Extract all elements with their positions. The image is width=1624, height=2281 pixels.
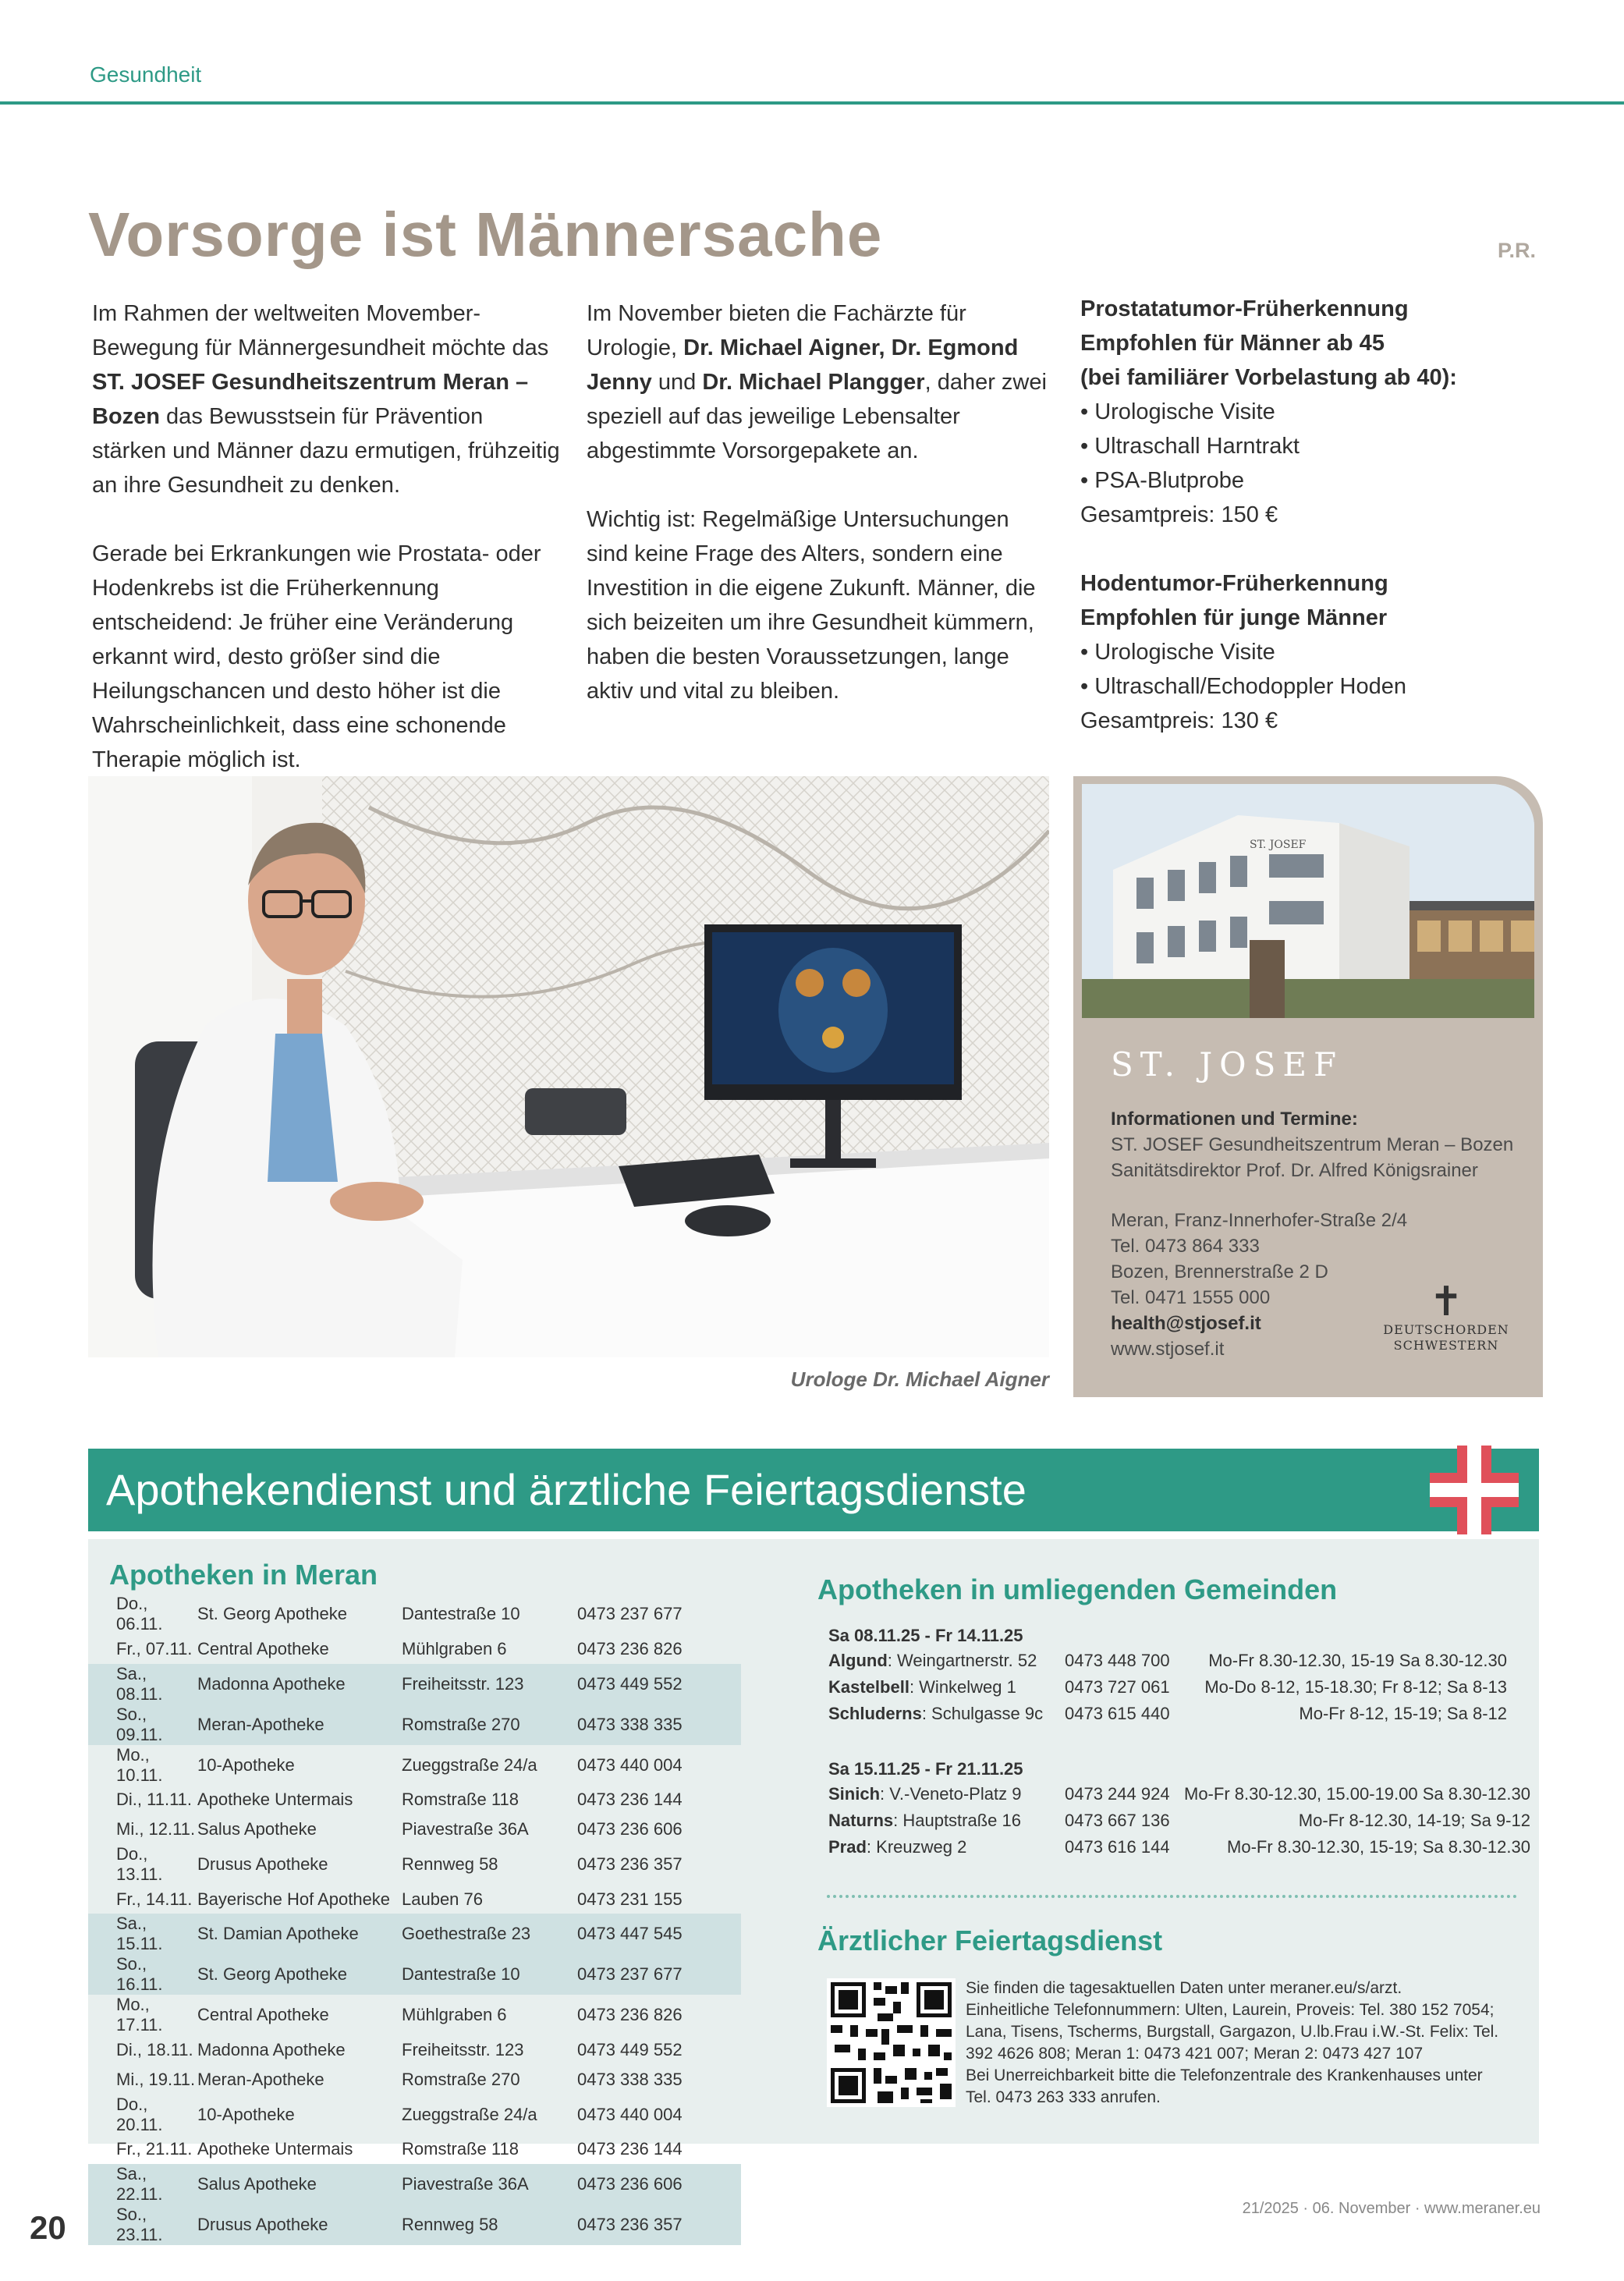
pharmacy-row bbox=[88, 1705, 741, 1745]
pharmacy-date: Mi., 19.11. bbox=[116, 2069, 196, 2089]
nearby-pharmacy-table bbox=[828, 1648, 1507, 1727]
pharmacy-name: St. Georg Apotheke bbox=[197, 1604, 348, 1623]
pharmacy-date: Mo., 17.11. bbox=[116, 1995, 163, 2035]
pharmacy-street: Romstraße 270 bbox=[402, 1705, 577, 1745]
pharmacy-row bbox=[88, 1594, 741, 1634]
email-link[interactable]: health@stjosef.it bbox=[1111, 1313, 1261, 1334]
pharmacy-phone: 0473 338 335 bbox=[577, 2069, 683, 2089]
pharmacy-phone: 0473 244 924 bbox=[1065, 1784, 1170, 1804]
info-contact-block bbox=[1111, 1106, 1513, 1183]
pharmacy-phone: 0473 440 004 bbox=[577, 1754, 683, 1775]
pharmacy-phone: 0473 447 545 bbox=[577, 1914, 741, 1954]
nearby-pharmacies-heading: Apotheken in umliegenden Gemeinden bbox=[817, 1573, 1338, 1605]
address-bozen: Bozen, Brennerstraße 2 D bbox=[1111, 1261, 1328, 1282]
doctor-service-info bbox=[966, 1978, 1512, 2109]
article-column-2 bbox=[587, 296, 1055, 743]
pharmacy-name: Drusus Apotheke bbox=[197, 1854, 328, 1874]
pharmacy-street: Dantestraße 10 bbox=[402, 1954, 577, 1995]
pharmacy-name: Apotheke Untermais bbox=[197, 2139, 353, 2159]
pharmacy-hours: Mo-Fr 8.30-12.30, 15-19; Sa 8.30-12.30 bbox=[1227, 1837, 1530, 1857]
pharmacy-street: Mühlgraben 6 bbox=[402, 2005, 507, 2025]
package-prostate bbox=[1080, 292, 1548, 532]
info-line: ST. JOSEF Gesundheitszentrum Meran – Bozen bbox=[1111, 1134, 1514, 1155]
pharmacy-phone: 0473 727 061 bbox=[1065, 1677, 1170, 1697]
pharmacy-date: Fr., 14.11. bbox=[116, 1889, 193, 1909]
pharmacy-row bbox=[88, 1786, 741, 1815]
pharmacy-town: Algund bbox=[828, 1651, 888, 1670]
pharmacy-location bbox=[828, 1701, 1065, 1727]
pharmacy-row bbox=[88, 1815, 741, 1844]
pharmacy-street: Rennweg 58 bbox=[402, 1854, 498, 1874]
pharmacy-date: Sa., 22.11. bbox=[88, 2164, 197, 2205]
info-box bbox=[1073, 776, 1543, 1397]
doctor-photo bbox=[88, 776, 1049, 1357]
pharmacy-town: Sinich bbox=[828, 1784, 881, 1804]
st-josef-logo: ST. JOSEF bbox=[1111, 1045, 1344, 1084]
nearby-pharmacy-row bbox=[828, 1834, 1530, 1861]
pharmacy-phone: 0473 236 357 bbox=[577, 1854, 683, 1874]
pharmacy-address: : Weingartnerstr. 52 bbox=[887, 1651, 1037, 1670]
package-price: Gesamtpreis: 150 € bbox=[1080, 502, 1278, 527]
nearby-pharmacy-table bbox=[828, 1781, 1530, 1861]
pharmacy-date: Sa., 15.11. bbox=[88, 1914, 197, 1954]
pharmacy-phone: 0473 237 677 bbox=[577, 1954, 741, 1995]
pharmacy-name: Apotheke Untermais bbox=[197, 1790, 353, 1810]
pharmacy-phone: 0473 236 826 bbox=[577, 1638, 683, 1658]
week-label: Sa 15.11.25 - Fr 21.11.25 bbox=[828, 1759, 1023, 1779]
nearby-pharmacy-row bbox=[828, 1781, 1530, 1807]
pharmacy-date: So., 16.11. bbox=[88, 1954, 197, 1995]
pharmacy-date: Do., 06.11. bbox=[116, 1594, 163, 1634]
pharmacy-phone: 0473 440 004 bbox=[577, 2104, 683, 2124]
article-credit: P.R. bbox=[1498, 239, 1537, 262]
pharmacy-phone: 0473 615 440 bbox=[1065, 1704, 1170, 1723]
pharmacy-phone: 0473 616 144 bbox=[1065, 1837, 1170, 1857]
package-subtitle: Empfohlen für Männer ab 45 bbox=[1080, 331, 1385, 356]
pharmacy-date: Mo., 10.11. bbox=[116, 1744, 163, 1785]
pharmacy-phone: 0473 231 155 bbox=[577, 1889, 683, 1909]
pharmacy-row bbox=[88, 2135, 741, 2165]
pharmacy-date: Sa., 08.11. bbox=[88, 1664, 197, 1705]
medical-cross-icon bbox=[1430, 1446, 1519, 1534]
pharmacy-address: : Winkelweg 1 bbox=[909, 1677, 1016, 1697]
pharmacy-date: So., 23.11. bbox=[88, 2205, 197, 2245]
pharmacy-location bbox=[828, 1834, 1065, 1861]
pharmacy-row bbox=[88, 2035, 741, 2065]
pharmacy-street: Piavestraße 36A bbox=[402, 1818, 529, 1839]
pharmacy-date: Do., 13.11. bbox=[116, 1843, 163, 1884]
pharmacy-street: Piavestraße 36A bbox=[402, 2164, 577, 2205]
building-photo bbox=[1082, 784, 1534, 1018]
phone-meran: Tel. 0473 864 333 bbox=[1111, 1236, 1260, 1257]
pharmacy-phone: 0473 667 136 bbox=[1065, 1811, 1170, 1830]
pharmacy-date: Di., 18.11. bbox=[116, 2040, 193, 2060]
cross-icon: ✝ bbox=[1429, 1279, 1463, 1325]
pharmacy-row bbox=[88, 2205, 741, 2245]
pharmacy-location bbox=[828, 1807, 1065, 1834]
nearby-pharmacy-row bbox=[828, 1807, 1530, 1834]
section-label: Gesundheit bbox=[90, 62, 202, 87]
footer-issue: 21/2025 · 06. November · www.meraner.eu bbox=[1242, 2200, 1541, 2217]
package-item: • Ultraschall Harntrakt bbox=[1080, 434, 1300, 459]
package-item: • Urologische Visite bbox=[1080, 640, 1275, 665]
pharmacy-name: 10-Apotheke bbox=[197, 2104, 295, 2124]
week-label: Sa 08.11.25 - Fr 14.11.25 bbox=[828, 1626, 1023, 1645]
article-paragraph: Wichtig ist: Regelmäßige Untersuchungen sind keine Frage des Alters, sondern eine Investition in die eigene Zukunft. Männer, die sich beizeiten um ihre Gesundheit kümmern, haben die besten Voraussetzungen, lange aktiv und vital zu bleiben. bbox=[587, 507, 1036, 704]
package-title: Prostatatumor-Früherkennung bbox=[1080, 296, 1409, 321]
pharmacy-name: Drusus Apotheke bbox=[197, 2205, 402, 2245]
pharmacy-address: : V.-Veneto-Platz 9 bbox=[880, 1784, 1022, 1804]
pharmacy-date: Mi., 12.11. bbox=[116, 1818, 196, 1839]
pharmacy-street: Freiheitsstr. 123 bbox=[402, 2040, 524, 2060]
pharmacy-date: Di., 11.11. bbox=[116, 1790, 193, 1810]
pharmacy-name: St. Georg Apotheke bbox=[197, 1954, 402, 1995]
article-paragraph: Im November bieten die Fachärzte für Urologie, Dr. Michael Aigner, Dr. Egmond Jenny und Dr. Michael Plangger, daher zwei speziell auf das jeweilige Lebensalter abgestimmte Vorsorgepakete an. bbox=[587, 301, 1047, 463]
nearby-pharmacy-row bbox=[828, 1701, 1507, 1727]
pharmacy-street: Romstraße 118 bbox=[402, 2139, 519, 2159]
pharmacy-phone: 0473 236 826 bbox=[577, 2005, 683, 2025]
pharmacy-date: Fr., 21.11. bbox=[116, 2139, 193, 2159]
doctor-service-heading: Ärztlicher Feiertagsdienst bbox=[817, 1924, 1163, 1956]
pharmacy-name: Madonna Apotheke bbox=[197, 2040, 346, 2060]
pharmacy-row bbox=[88, 1844, 741, 1885]
pharmacy-phone: 0473 236 144 bbox=[577, 1790, 683, 1810]
pharmacy-name: Central Apotheke bbox=[197, 1638, 329, 1658]
pharmacy-phone: 0473 236 606 bbox=[577, 2164, 741, 2205]
pharmacy-name: Central Apotheke bbox=[197, 2005, 329, 2025]
pharmacy-location bbox=[828, 1674, 1065, 1701]
pharmacy-row bbox=[88, 1745, 741, 1786]
banner-title: Apothekendienst und ärztliche Feiertagsdienste bbox=[106, 1465, 1027, 1514]
address-meran: Meran, Franz-Innerhofer-Straße 2/4 bbox=[1111, 1210, 1408, 1231]
page-number: 20 bbox=[30, 2209, 66, 2246]
pharmacy-address: : Hauptstraße 16 bbox=[893, 1811, 1021, 1830]
pharmacy-phone: 0473 236 144 bbox=[577, 2139, 683, 2159]
package-testicular bbox=[1080, 566, 1548, 738]
website-link[interactable]: www.stjosef.it bbox=[1111, 1339, 1225, 1360]
article-title: Vorsorge ist Männersache bbox=[88, 200, 883, 269]
qr-code-icon[interactable] bbox=[827, 1978, 956, 2107]
nearby-pharmacy-row bbox=[828, 1648, 1507, 1674]
pharmacy-row bbox=[88, 2164, 741, 2205]
pharmacy-address: : Schulgasse 9c bbox=[921, 1704, 1044, 1723]
package-price: Gesamtpreis: 130 € bbox=[1080, 708, 1278, 733]
pharmacy-street: Rennweg 58 bbox=[402, 2205, 577, 2245]
article-paragraph: Im Rahmen der weltweiten Movember-Bewegung für Männergesundheit möchte das ST. JOSEF Gesundheitszentrum Meran – Bozen das Bewusstsein für Prävention stärken und Männer dazu ermutigen, frühzeitig an ihre Gesundheit zu denken. bbox=[92, 301, 560, 498]
package-item: • Urologische Visite bbox=[1080, 399, 1275, 424]
pharmacy-row bbox=[88, 1664, 741, 1705]
pharmacy-hours: Mo-Fr 8.30-12.30, 15-19 Sa 8.30-12.30 bbox=[1208, 1651, 1507, 1670]
doctor-info-paragraph: Sie finden die tagesaktuellen Daten unter meraner.eu/s/arzt. bbox=[966, 1979, 1402, 1997]
header-rule bbox=[0, 101, 1624, 105]
pharmacy-row bbox=[88, 2095, 741, 2135]
pharmacy-street: Dantestraße 10 bbox=[402, 1604, 520, 1623]
pharmacy-phone: 0473 449 552 bbox=[577, 2040, 683, 2060]
meran-pharmacies-heading: Apotheken in Meran bbox=[109, 1559, 378, 1591]
pharmacy-name: Meran-Apotheke bbox=[197, 1705, 402, 1745]
building-sign: ST. JOSEF bbox=[1250, 839, 1307, 851]
pharmacy-street: Zueggstraße 24/a bbox=[402, 1754, 537, 1775]
deutschorden-logo: ✝ DEUTSCHORDEN SCHWESTERN bbox=[1376, 1282, 1516, 1353]
pharmacy-hours: Mo-Fr 8.30-12.30, 15.00-19.00 Sa 8.30-12.30 bbox=[1184, 1784, 1530, 1804]
pharmacy-row bbox=[88, 1954, 741, 1995]
pharmacy-date: Fr., 07.11. bbox=[116, 1638, 193, 1658]
pharmacy-row bbox=[88, 1995, 741, 2035]
pharmacy-street: Zueggstraße 24/a bbox=[402, 2104, 537, 2124]
pharmacy-phone: 0473 237 677 bbox=[577, 1604, 683, 1623]
pharmacy-phone: 0473 448 700 bbox=[1065, 1651, 1170, 1670]
pharmacy-date: So., 09.11. bbox=[88, 1705, 197, 1745]
photo-caption: Urologe Dr. Michael Aigner bbox=[790, 1368, 1049, 1391]
doctor-info-paragraph: Bei Unerreichbarkeit bitte die Telefonzentrale des Krankenhauses unter Tel. 0473 263 333 anrufen. bbox=[966, 2066, 1483, 2106]
package-title: Hodentumor-Früherkennung bbox=[1080, 571, 1388, 596]
info-address-block bbox=[1111, 1208, 1407, 1362]
pharmacy-town: Prad bbox=[828, 1837, 867, 1857]
pharmacy-hours: Mo-Fr 8-12.30, 14-19; Sa 9-12 bbox=[1298, 1811, 1530, 1830]
article-paragraph: Gerade bei Erkrankungen wie Prostata- oder Hodenkrebs ist die Früherkennung entscheidend: Je früher eine Veränderung erkannt wird, desto größer sind die Heilungschancen und desto höher ist die Wahrscheinlichkeit, dass eine schonende Therapie möglich ist. bbox=[92, 541, 541, 772]
pharmacy-town: Naturns bbox=[828, 1811, 894, 1830]
package-items bbox=[1080, 395, 1548, 498]
nearby-pharmacy-row bbox=[828, 1674, 1507, 1701]
package-item: • Ultraschall/Echodoppler Hoden bbox=[1080, 674, 1406, 699]
pharmacy-name: Bayerische Hof Apotheke bbox=[197, 1889, 391, 1909]
pharmacy-street: Freiheitsstr. 123 bbox=[402, 1664, 577, 1705]
pharmacy-row bbox=[88, 1634, 741, 1664]
pharmacy-location bbox=[828, 1648, 1065, 1674]
pharmacy-name: Madonna Apotheke bbox=[197, 1664, 402, 1705]
pharmacy-row bbox=[88, 1914, 741, 1954]
article-column-1 bbox=[92, 296, 560, 811]
pharmacy-town: Schluderns bbox=[828, 1704, 922, 1723]
pharmacy-town: Kastelbell bbox=[828, 1677, 910, 1697]
package-subtitle: Empfohlen für junge Männer bbox=[1080, 605, 1388, 630]
package-column bbox=[1080, 292, 1548, 738]
services-banner bbox=[88, 1449, 1539, 1531]
pharmacy-street: Mühlgraben 6 bbox=[402, 1638, 507, 1658]
pharmacy-street: Romstraße 118 bbox=[402, 1790, 519, 1810]
pharmacy-street: Romstraße 270 bbox=[402, 2069, 520, 2089]
pharmacy-date: Do., 20.11. bbox=[116, 2094, 163, 2134]
meran-pharmacy-table bbox=[88, 1594, 741, 2245]
info-line: Sanitätsdirektor Prof. Dr. Alfred Königsrainer bbox=[1111, 1160, 1478, 1181]
pharmacy-address: : Kreuzweg 2 bbox=[866, 1837, 967, 1857]
info-heading: Informationen und Termine: bbox=[1111, 1109, 1358, 1130]
package-items bbox=[1080, 635, 1548, 704]
dotted-divider bbox=[827, 1895, 1517, 1898]
pharmacy-phone: 0473 338 335 bbox=[577, 1705, 741, 1745]
package-item: • PSA-Blutprobe bbox=[1080, 468, 1245, 493]
pharmacy-row bbox=[88, 1885, 741, 1914]
pharmacy-phone: 0473 236 357 bbox=[577, 2205, 741, 2245]
pharmacy-location bbox=[828, 1781, 1065, 1807]
pharmacy-hours: Mo-Do 8-12, 15-18.30; Fr 8-12; Sa 8-13 bbox=[1204, 1677, 1507, 1697]
pharmacy-street: Lauben 76 bbox=[402, 1889, 483, 1909]
pharmacy-row bbox=[88, 2065, 741, 2095]
pharmacy-name: St. Damian Apotheke bbox=[197, 1914, 402, 1954]
pharmacy-name: 10-Apotheke bbox=[197, 1754, 295, 1775]
pharmacy-phone: 0473 449 552 bbox=[577, 1664, 741, 1705]
pharmacy-name: Salus Apotheke bbox=[197, 2164, 402, 2205]
phone-bozen: Tel. 0471 1555 000 bbox=[1111, 1287, 1271, 1308]
package-subtitle: (bei familiärer Vorbelastung ab 40): bbox=[1080, 365, 1457, 390]
pharmacy-phone: 0473 236 606 bbox=[577, 1818, 683, 1839]
doctor-info-paragraph: Einheitliche Telefonnummern: Ulten, Laurein, Proveis: Tel. 380 152 7054; Lana, Tisens, Tscherms, Burgstall, Gargazon, U.lb.Frau i.W.-St. Felix: Tel. 392 4626 808; Meran 1: 0473 421 007; Meran 2: 0473 427 107 bbox=[966, 2001, 1499, 2063]
pharmacy-name: Salus Apotheke bbox=[197, 1818, 317, 1839]
pharmacy-hours: Mo-Fr 8-12, 15-19; Sa 8-12 bbox=[1299, 1704, 1507, 1723]
pharmacy-street: Goethestraße 23 bbox=[402, 1914, 577, 1954]
pharmacy-name: Meran-Apotheke bbox=[197, 2069, 324, 2089]
